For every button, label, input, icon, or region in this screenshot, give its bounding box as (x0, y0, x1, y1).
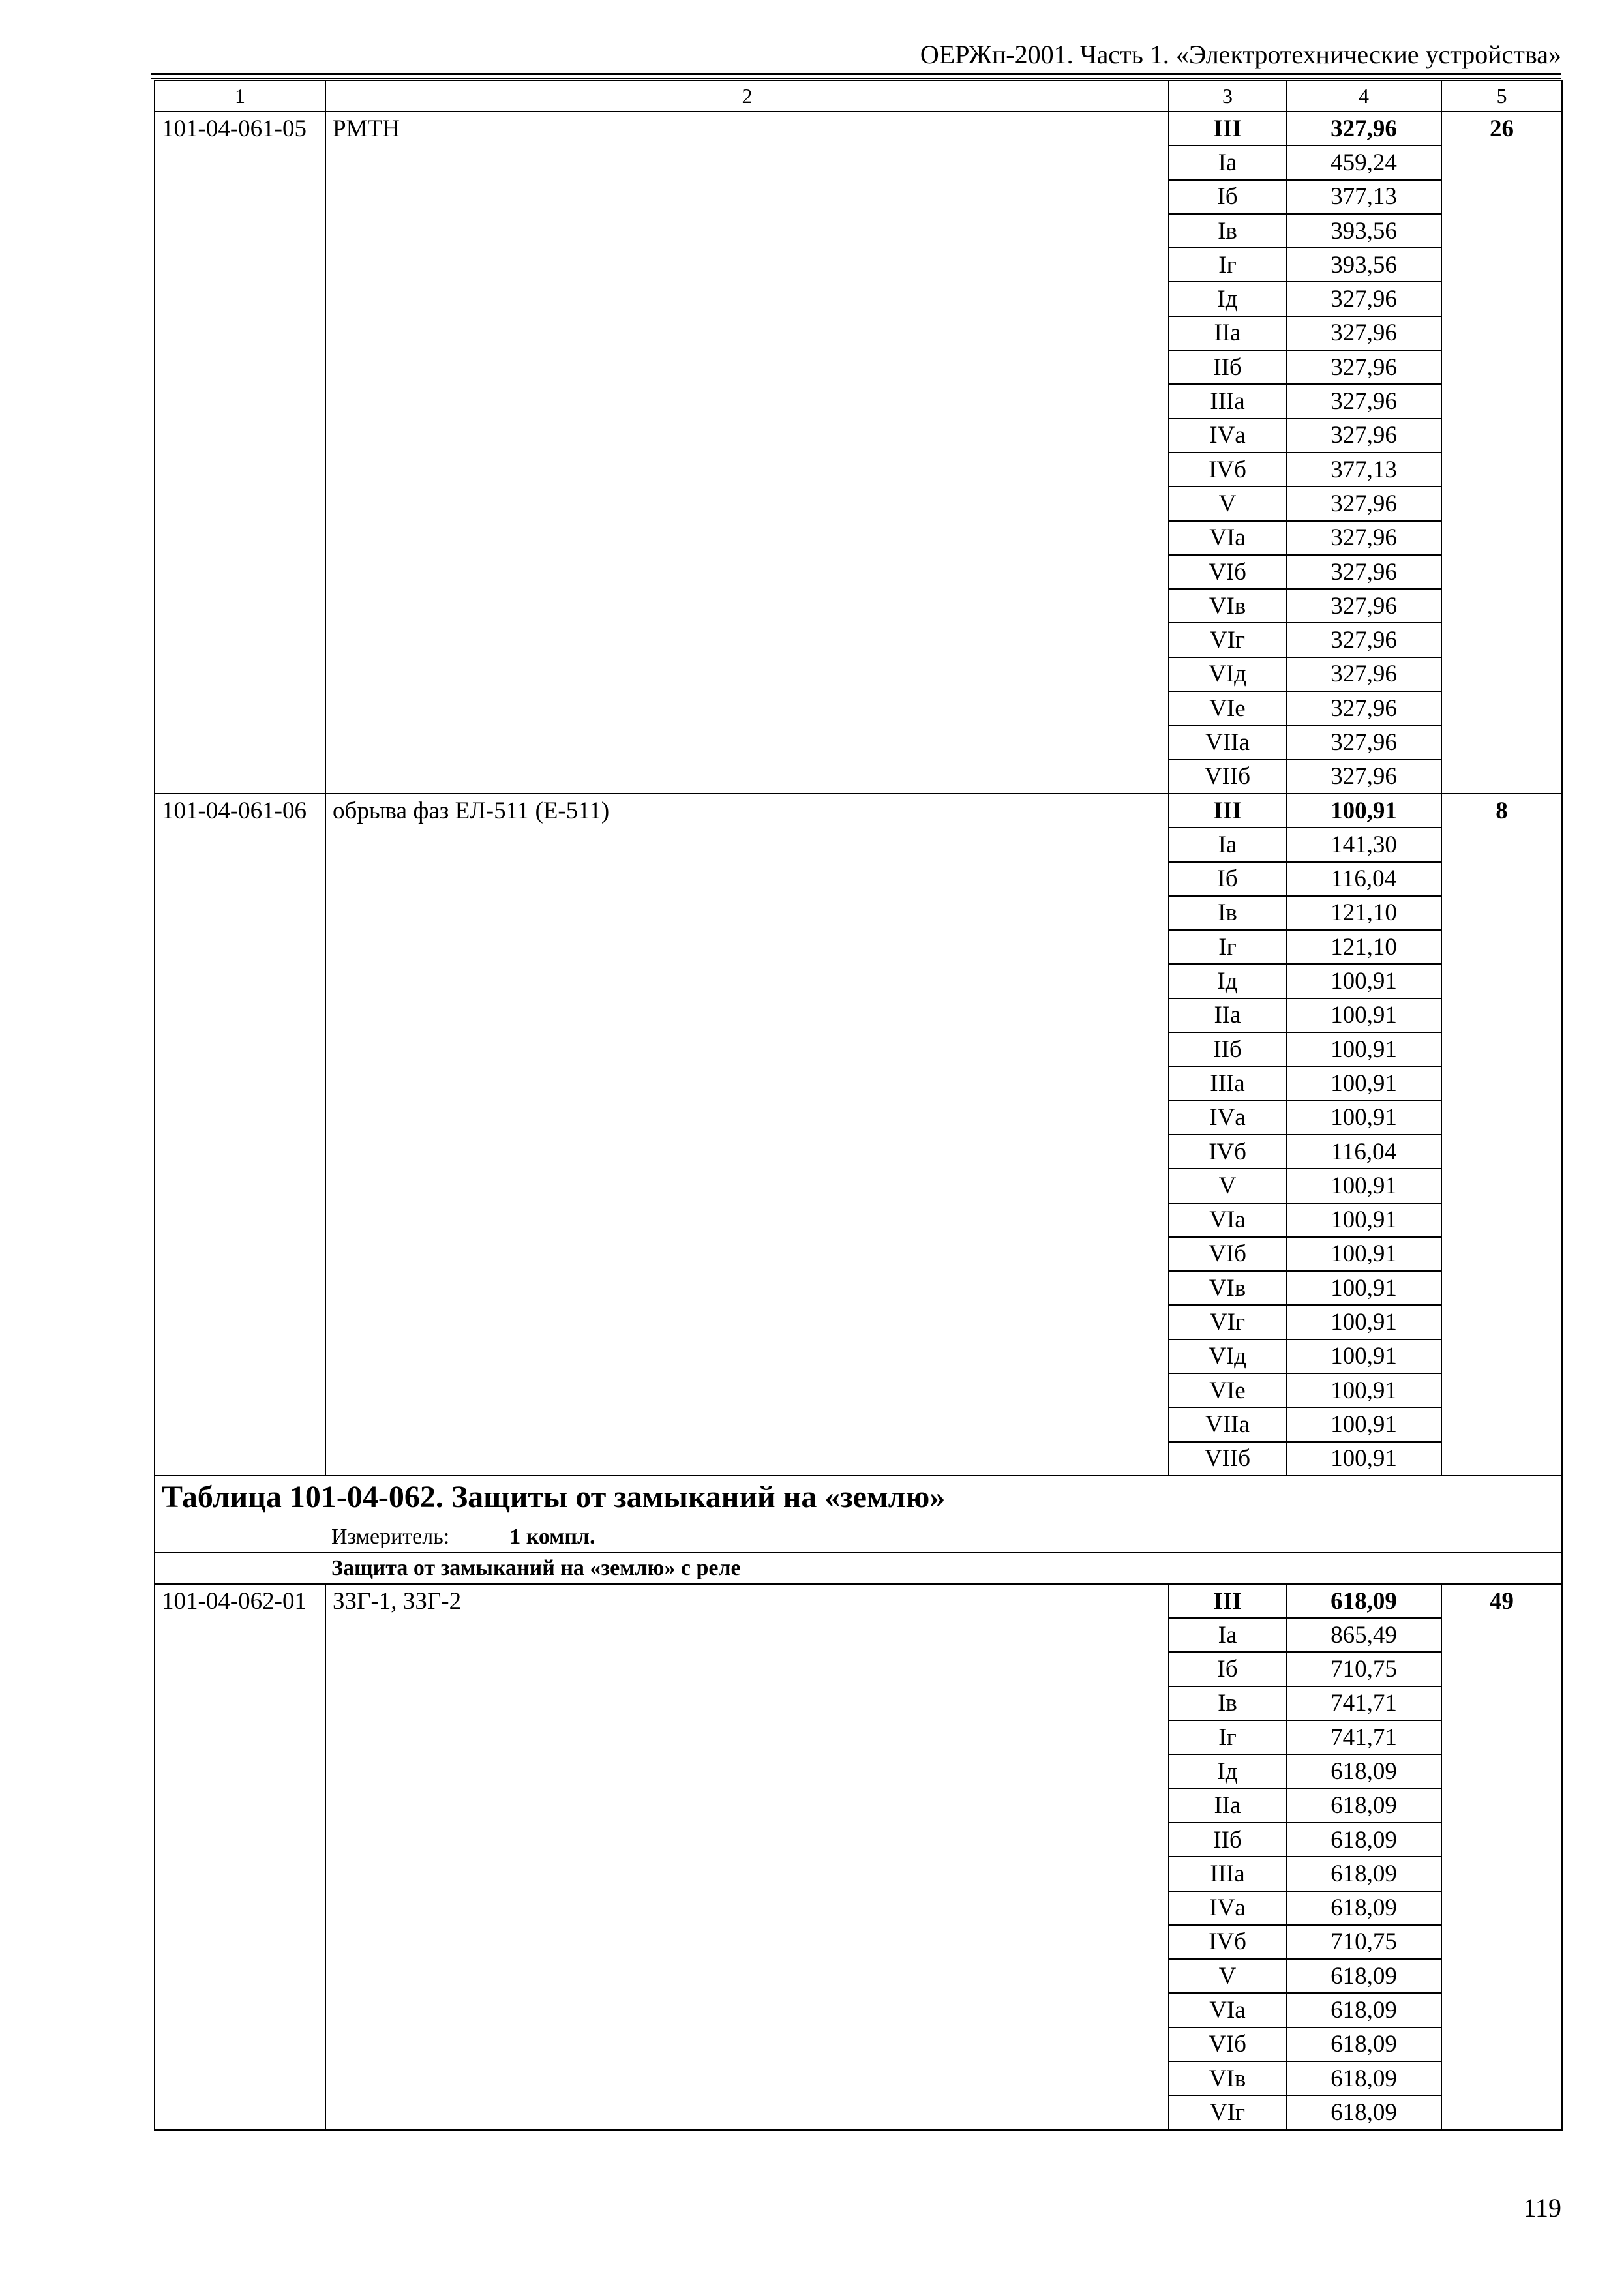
price-cell: 100,91 (1286, 964, 1441, 998)
price-cell: 618,09 (1286, 1993, 1441, 2027)
zone-cell: VIIа (1169, 725, 1286, 759)
item-name: ЗЗГ-1, ЗЗГ-2 (325, 1584, 1169, 2130)
zone-cell: VIв (1169, 589, 1286, 623)
price-cell: 741,71 (1286, 1720, 1441, 1754)
price-cell: 121,10 (1286, 896, 1441, 930)
zone-cell: V (1169, 1959, 1286, 1993)
zone-cell: IVа (1169, 419, 1286, 453)
price-cell: 618,09 (1286, 1789, 1441, 1823)
zone-cell: VIг (1169, 1305, 1286, 1339)
price-cell: 710,75 (1286, 1925, 1441, 1959)
item-name: РМТН (325, 112, 1169, 794)
section-title: Таблица 101-04-062. Защиты от замыканий на «землю» (155, 1476, 1562, 1526)
price-cell: 100,91 (1286, 1339, 1441, 1373)
price-cell: 710,75 (1286, 1652, 1441, 1686)
price-cell: 100,91 (1286, 1407, 1441, 1441)
price-cell: 100,91 (1286, 1271, 1441, 1305)
zone-cell: Iв (1169, 896, 1286, 930)
price-cell: 327,96 (1286, 555, 1441, 589)
column-number: 1 (155, 80, 325, 112)
price-cell: 100,91 (1286, 1442, 1441, 1476)
price-cell: 327,96 (1286, 486, 1441, 520)
price-cell: 327,96 (1286, 384, 1441, 418)
zone-cell: VIв (1169, 2061, 1286, 2095)
price-cell: 100,91 (1286, 1101, 1441, 1135)
meter-value: 1 компл. (509, 1525, 595, 1549)
subtitle-row (155, 1553, 1562, 1584)
price-cell: 618,09 (1286, 2027, 1441, 2061)
header-rule-thick (151, 73, 1561, 75)
item-count: 49 (1441, 1584, 1562, 2130)
zone-cell: Iд (1169, 282, 1286, 316)
price-cell: 618,09 (1286, 1584, 1441, 1618)
zone-cell: IVа (1169, 1891, 1286, 1925)
item-code: 101-04-061-05 (155, 112, 325, 794)
zone-cell: VIб (1169, 555, 1286, 589)
zone-cell: IIIа (1169, 1857, 1286, 1891)
price-cell: 327,96 (1286, 589, 1441, 623)
page-number: 119 (1523, 2193, 1561, 2222)
price-cell: 618,09 (1286, 1823, 1441, 1857)
price-cell: 100,91 (1286, 1032, 1441, 1066)
section-subtitle: Защита от замыканий на «землю» с реле (155, 1553, 1562, 1584)
zone-cell: Iд (1169, 1754, 1286, 1788)
column-number: 4 (1286, 80, 1441, 112)
meter-row (155, 1526, 1562, 1553)
price-cell: 741,71 (1286, 1686, 1441, 1720)
zone-cell: IIа (1169, 998, 1286, 1032)
price-cell: 327,96 (1286, 623, 1441, 657)
zone-cell: IIб (1169, 350, 1286, 384)
page-header-title: ОЕРЖп-2001. Часть 1. «Электротехнические устройства» (920, 40, 1561, 69)
price-cell: 100,91 (1286, 1066, 1441, 1100)
zone-cell: IIб (1169, 1032, 1286, 1066)
price-cell: 618,09 (1286, 1754, 1441, 1788)
price-cell: 121,10 (1286, 930, 1441, 964)
zone-cell: IVб (1169, 1925, 1286, 1959)
meter-label: Измеритель: (331, 1525, 450, 1549)
zone-cell: V (1169, 1169, 1286, 1203)
zone-cell: Iа (1169, 828, 1286, 861)
zone-cell: VIIб (1169, 1442, 1286, 1476)
zone-cell: VIд (1169, 657, 1286, 691)
zone-cell: VIа (1169, 1993, 1286, 2027)
price-cell: 100,91 (1286, 1373, 1441, 1407)
price-cell: 327,96 (1286, 316, 1441, 350)
price-cell: 618,09 (1286, 2095, 1441, 2129)
zone-cell: III (1169, 1584, 1286, 1618)
column-number: 3 (1169, 80, 1286, 112)
price-cell: 618,09 (1286, 2061, 1441, 2095)
price-cell: 327,96 (1286, 419, 1441, 453)
price-cell: 100,91 (1286, 1305, 1441, 1339)
table-row (155, 1584, 1562, 1618)
price-cell: 327,96 (1286, 657, 1441, 691)
price-cell: 100,91 (1286, 1237, 1441, 1271)
price-cell: 100,91 (1286, 1169, 1441, 1203)
zone-cell: VIв (1169, 1271, 1286, 1305)
column-number-row (155, 80, 1562, 112)
table-row (155, 112, 1562, 145)
zone-cell: IIа (1169, 1789, 1286, 1823)
zone-cell: IIб (1169, 1823, 1286, 1857)
zone-cell: Iг (1169, 1720, 1286, 1754)
item-count: 26 (1441, 112, 1562, 794)
zone-cell: V (1169, 486, 1286, 520)
zone-cell: VIе (1169, 691, 1286, 725)
price-cell: 327,96 (1286, 521, 1441, 555)
price-cell: 618,09 (1286, 1891, 1441, 1925)
zone-cell: VIб (1169, 1237, 1286, 1271)
zone-cell: Iд (1169, 964, 1286, 998)
zone-cell: Iб (1169, 1652, 1286, 1686)
zone-cell: IVб (1169, 453, 1286, 486)
price-cell: 100,91 (1286, 794, 1441, 828)
zone-cell: III (1169, 112, 1286, 145)
zone-cell: VIIб (1169, 760, 1286, 794)
zone-cell: Iб (1169, 180, 1286, 214)
price-cell: 377,13 (1286, 453, 1441, 486)
item-count: 8 (1441, 794, 1562, 1476)
price-cell: 327,96 (1286, 760, 1441, 794)
zone-cell: Iг (1169, 930, 1286, 964)
zone-cell: Iг (1169, 248, 1286, 282)
price-cell: 393,56 (1286, 248, 1441, 282)
item-name: обрыва фаз ЕЛ-511 (Е-511) (325, 794, 1169, 1476)
zone-cell: VIе (1169, 1373, 1286, 1407)
zone-cell: IIа (1169, 316, 1286, 350)
price-cell: 327,96 (1286, 282, 1441, 316)
item-code: 101-04-062-01 (155, 1584, 325, 2130)
rates-table (154, 80, 1563, 2131)
zone-cell: Iв (1169, 214, 1286, 248)
price-cell: 327,96 (1286, 691, 1441, 725)
zone-cell: VIа (1169, 1203, 1286, 1237)
zone-cell: IIIа (1169, 384, 1286, 418)
price-cell: 459,24 (1286, 145, 1441, 179)
zone-cell: VIг (1169, 2095, 1286, 2129)
header-rule-thin (151, 78, 1561, 79)
section-title-row (155, 1476, 1562, 1526)
price-cell: 116,04 (1286, 862, 1441, 896)
column-number: 2 (325, 80, 1169, 112)
column-number: 5 (1441, 80, 1562, 112)
price-cell: 100,91 (1286, 1203, 1441, 1237)
meter-cell (155, 1526, 1562, 1553)
price-cell: 327,96 (1286, 350, 1441, 384)
item-code: 101-04-061-06 (155, 794, 325, 1476)
zone-cell: IVа (1169, 1101, 1286, 1135)
zone-cell: Iа (1169, 1618, 1286, 1652)
price-cell: 327,96 (1286, 112, 1441, 145)
zone-cell: Iб (1169, 862, 1286, 896)
price-cell: 618,09 (1286, 1857, 1441, 1891)
zone-cell: III (1169, 794, 1286, 828)
price-cell: 116,04 (1286, 1135, 1441, 1169)
price-cell: 393,56 (1286, 214, 1441, 248)
zone-cell: IVб (1169, 1135, 1286, 1169)
zone-cell: VIд (1169, 1339, 1286, 1373)
price-cell: 865,49 (1286, 1618, 1441, 1652)
price-cell: 618,09 (1286, 1959, 1441, 1993)
price-cell: 141,30 (1286, 828, 1441, 861)
price-cell: 377,13 (1286, 180, 1441, 214)
zone-cell: Iа (1169, 145, 1286, 179)
price-cell: 100,91 (1286, 998, 1441, 1032)
zone-cell: VIб (1169, 2027, 1286, 2061)
table-row (155, 794, 1562, 828)
zone-cell: VIIа (1169, 1407, 1286, 1441)
zone-cell: VIа (1169, 521, 1286, 555)
price-cell: 327,96 (1286, 725, 1441, 759)
zone-cell: VIг (1169, 623, 1286, 657)
zone-cell: Iв (1169, 1686, 1286, 1720)
zone-cell: IIIа (1169, 1066, 1286, 1100)
